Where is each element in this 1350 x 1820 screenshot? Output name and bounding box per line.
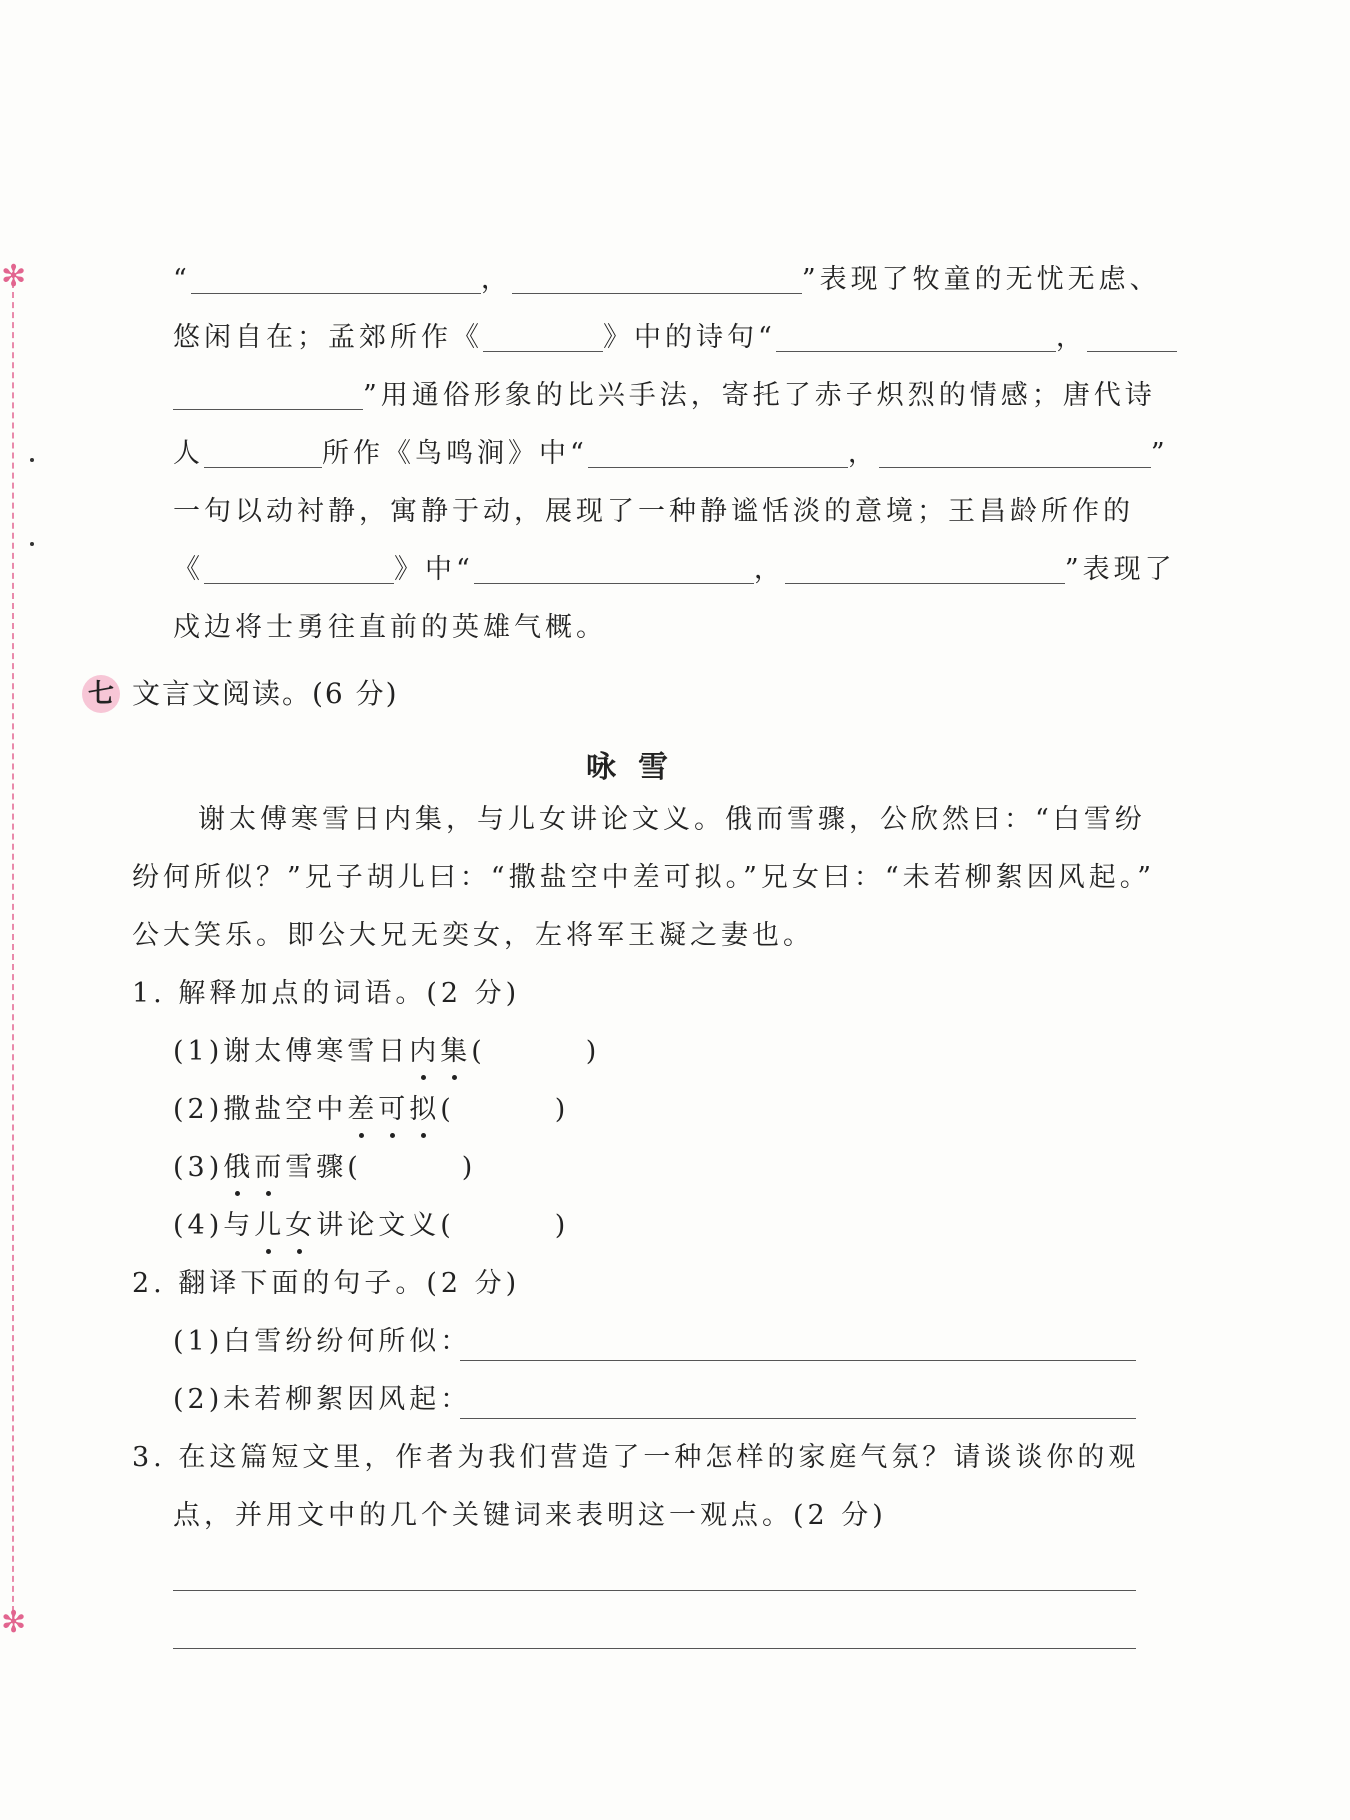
margin-dashed-line	[12, 272, 14, 1632]
question-1-4: (4)与儿女讲论文义( )	[173, 1206, 569, 1246]
answer-blank[interactable]	[785, 551, 1065, 584]
scan-speck	[30, 542, 34, 546]
fill-line-4: 人 所作《鸟鸣涧》中“ ， ”	[173, 434, 1169, 474]
fill-line-1: “ ， ”表现了牧童的无忧无虑、	[173, 260, 1161, 300]
emphasized-char: 集	[440, 1032, 471, 1072]
answer-line[interactable]	[460, 1418, 1136, 1419]
answer-blank[interactable]	[1087, 319, 1177, 352]
emphasized-char: 可	[378, 1090, 409, 1130]
answer-blank[interactable]	[879, 435, 1151, 468]
emphasized-char: 俄	[223, 1148, 254, 1188]
emphasized-char: 内	[409, 1032, 440, 1072]
answer-blank[interactable]	[483, 319, 603, 352]
passage-title: 咏雪	[586, 750, 690, 785]
answer-blank[interactable]	[474, 551, 754, 584]
answer-line[interactable]	[460, 1360, 1136, 1361]
answer-blank[interactable]	[204, 551, 394, 584]
section-title: 文言文阅读。(6 分)	[132, 677, 399, 710]
question-1-1: (1)谢太傅寒雪日内集( )	[173, 1032, 600, 1072]
question-1-2: (2)撒盐空中差可拟( )	[173, 1090, 569, 1130]
answer-blank[interactable]	[204, 435, 322, 468]
answer-blank[interactable]	[776, 319, 1056, 352]
question-3-line-1: 3. 在这篇短文里，作者为我们营造了一种怎样的家庭气氛？请谈谈你的观	[132, 1442, 1140, 1473]
answer-line[interactable]	[173, 1590, 1136, 1591]
answer-blank[interactable]	[512, 261, 802, 294]
fill-line-6: 《 》中“ ， ”表现了	[173, 550, 1176, 590]
emphasized-char: 而	[254, 1148, 285, 1188]
passage-line-3: 公大笑乐。即公大兄无奕女，左将军王凝之妻也。	[132, 920, 814, 951]
section-number-badge: 七	[82, 675, 120, 713]
answer-blank[interactable]	[173, 377, 363, 410]
emphasized-char: 差	[347, 1090, 378, 1130]
scan-speck	[30, 458, 34, 462]
fill-line-5: 一句以动衬静，寓静于动，展现了一种静谧恬淡的意境；王昌龄所作的	[173, 496, 1134, 527]
flower-star-icon: ✻	[1, 259, 27, 294]
question-2-2: (2)未若柳絮因风起：	[173, 1384, 472, 1415]
fill-line-2: 悠闲自在；孟郊所作《 》中的诗句“ ，	[173, 318, 1177, 358]
answer-line[interactable]	[173, 1648, 1136, 1649]
passage-line-2: 纷何所似？”兄子胡儿曰：“撒盐空中差可拟。”兄女曰：“未若柳絮因风起。”	[132, 862, 1156, 893]
fill-line-3: ”用通俗形象的比兴手法，寄托了赤子炽烈的情感；唐代诗	[173, 376, 1156, 416]
question-3-line-2: 点，并用文中的几个关键词来表明这一观点。(2 分)	[173, 1500, 887, 1531]
question-1: 1. 解释加点的词语。(2 分)	[132, 978, 521, 1009]
passage-line-1: 谢太傅寒雪日内集，与儿女讲论文义。俄而雪骤，公欣然曰：“白雪纷	[198, 804, 1146, 835]
emphasized-char: 儿	[254, 1206, 285, 1246]
answer-blank[interactable]	[588, 435, 848, 468]
flower-star-icon: ✻	[1, 1605, 27, 1640]
fill-line-7: 戍边将士勇往直前的英雄气概。	[173, 612, 607, 643]
emphasized-char: 拟	[409, 1090, 440, 1130]
emphasized-char: 女	[285, 1206, 316, 1246]
question-2: 2. 翻译下面的句子。(2 分)	[132, 1268, 521, 1299]
answer-blank[interactable]	[191, 261, 481, 294]
question-1-3: (3)俄而雪骤( )	[173, 1148, 476, 1188]
question-2-1: (1)白雪纷纷何所似：	[173, 1326, 472, 1357]
